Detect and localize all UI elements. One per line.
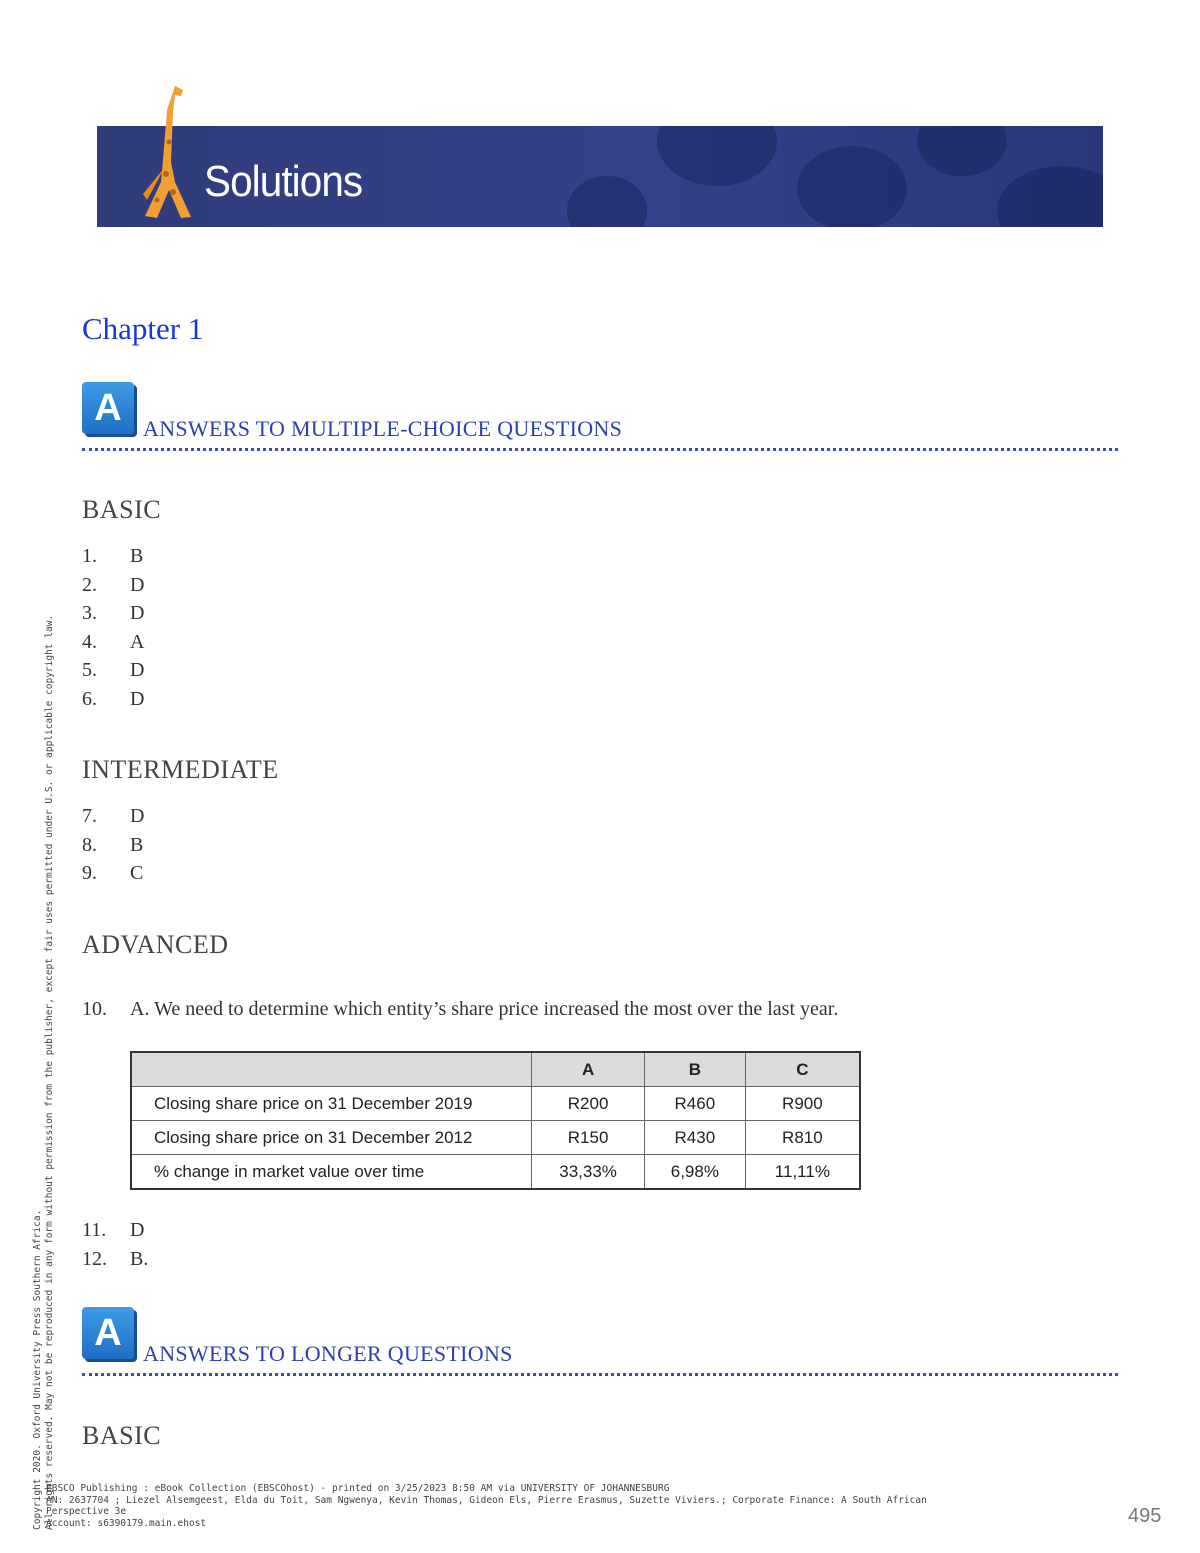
table-cell: Closing share price on 31 December 2012 <box>131 1121 532 1155</box>
copyright-line: Copyright 2020. Oxford University Press Southern Africa. <box>32 1209 43 1530</box>
page-number: 495 <box>1128 1505 1162 1527</box>
table-cell: R460 <box>644 1087 745 1121</box>
print-footer <box>46 1483 927 1529</box>
chapter-title: Chapter 1 <box>82 311 204 346</box>
giraffe-logo-icon <box>135 82 205 222</box>
basic-level-heading: BASIC <box>82 495 162 524</box>
footer-line: AN: 2637704 ; Liezel Alsemgeest, Elda du Toit, Sam Ngwenya, Kevin Thomas, Gideon Els, Pierre Erasmus, Suzette Viviers.; Corporate Finance: A South African <box>46 1494 927 1506</box>
table-cell: % change in market value over time <box>131 1155 532 1190</box>
table-cell: R430 <box>644 1121 745 1155</box>
footer-line: EBSCO Publishing : eBook Collection (EBSCOhost) - printed on 3/25/2023 8:50 AM via UNIVERSITY OF JOHANNESBURG <box>46 1483 670 1494</box>
table-cell: 11,11% <box>745 1155 860 1190</box>
copyright-notice <box>32 615 56 1530</box>
longer-section-heading: ANSWERS TO LONGER QUESTIONS <box>143 1341 513 1366</box>
answers-badge-icon: A <box>82 1307 134 1359</box>
advanced-level-heading: ADVANCED <box>82 930 229 959</box>
table-cell: 33,33% <box>532 1155 645 1190</box>
share-price-table <box>130 1051 861 1190</box>
table-header-cell: C <box>745 1052 860 1087</box>
table-row <box>131 1121 860 1155</box>
banner-title: Solutions <box>204 157 363 206</box>
table-header-cell: A <box>532 1052 645 1087</box>
table-header-cell: B <box>644 1052 745 1087</box>
table-cell: R150 <box>532 1121 645 1155</box>
table-header-row <box>131 1052 860 1087</box>
table-cell: Closing share price on 31 December 2019 <box>131 1087 532 1121</box>
longer-basic-heading: BASIC <box>82 1421 162 1450</box>
table-header-cell <box>131 1052 532 1087</box>
table-cell: R200 <box>532 1087 645 1121</box>
section-divider <box>82 448 1118 451</box>
section-divider <box>82 1373 1118 1376</box>
table-row <box>131 1155 860 1190</box>
footer-line: Perspective 3e <box>46 1506 127 1517</box>
footer-line: Account: s6390179.main.ehost <box>46 1517 207 1529</box>
mcq-section-heading: ANSWERS TO MULTIPLE-CHOICE QUESTIONS <box>143 416 623 441</box>
table-cell: R900 <box>745 1087 860 1121</box>
answers-badge-icon: A <box>82 382 134 434</box>
copyright-line: All rights reserved. May not be reproduced in any form without permission from the publisher, except fair uses permitted under U.S. or applicable copyright law. <box>44 614 55 1530</box>
table-cell: R810 <box>745 1121 860 1155</box>
intermediate-level-heading: INTERMEDIATE <box>82 755 279 784</box>
table-row <box>131 1087 860 1121</box>
table-cell: 6,98% <box>644 1155 745 1190</box>
